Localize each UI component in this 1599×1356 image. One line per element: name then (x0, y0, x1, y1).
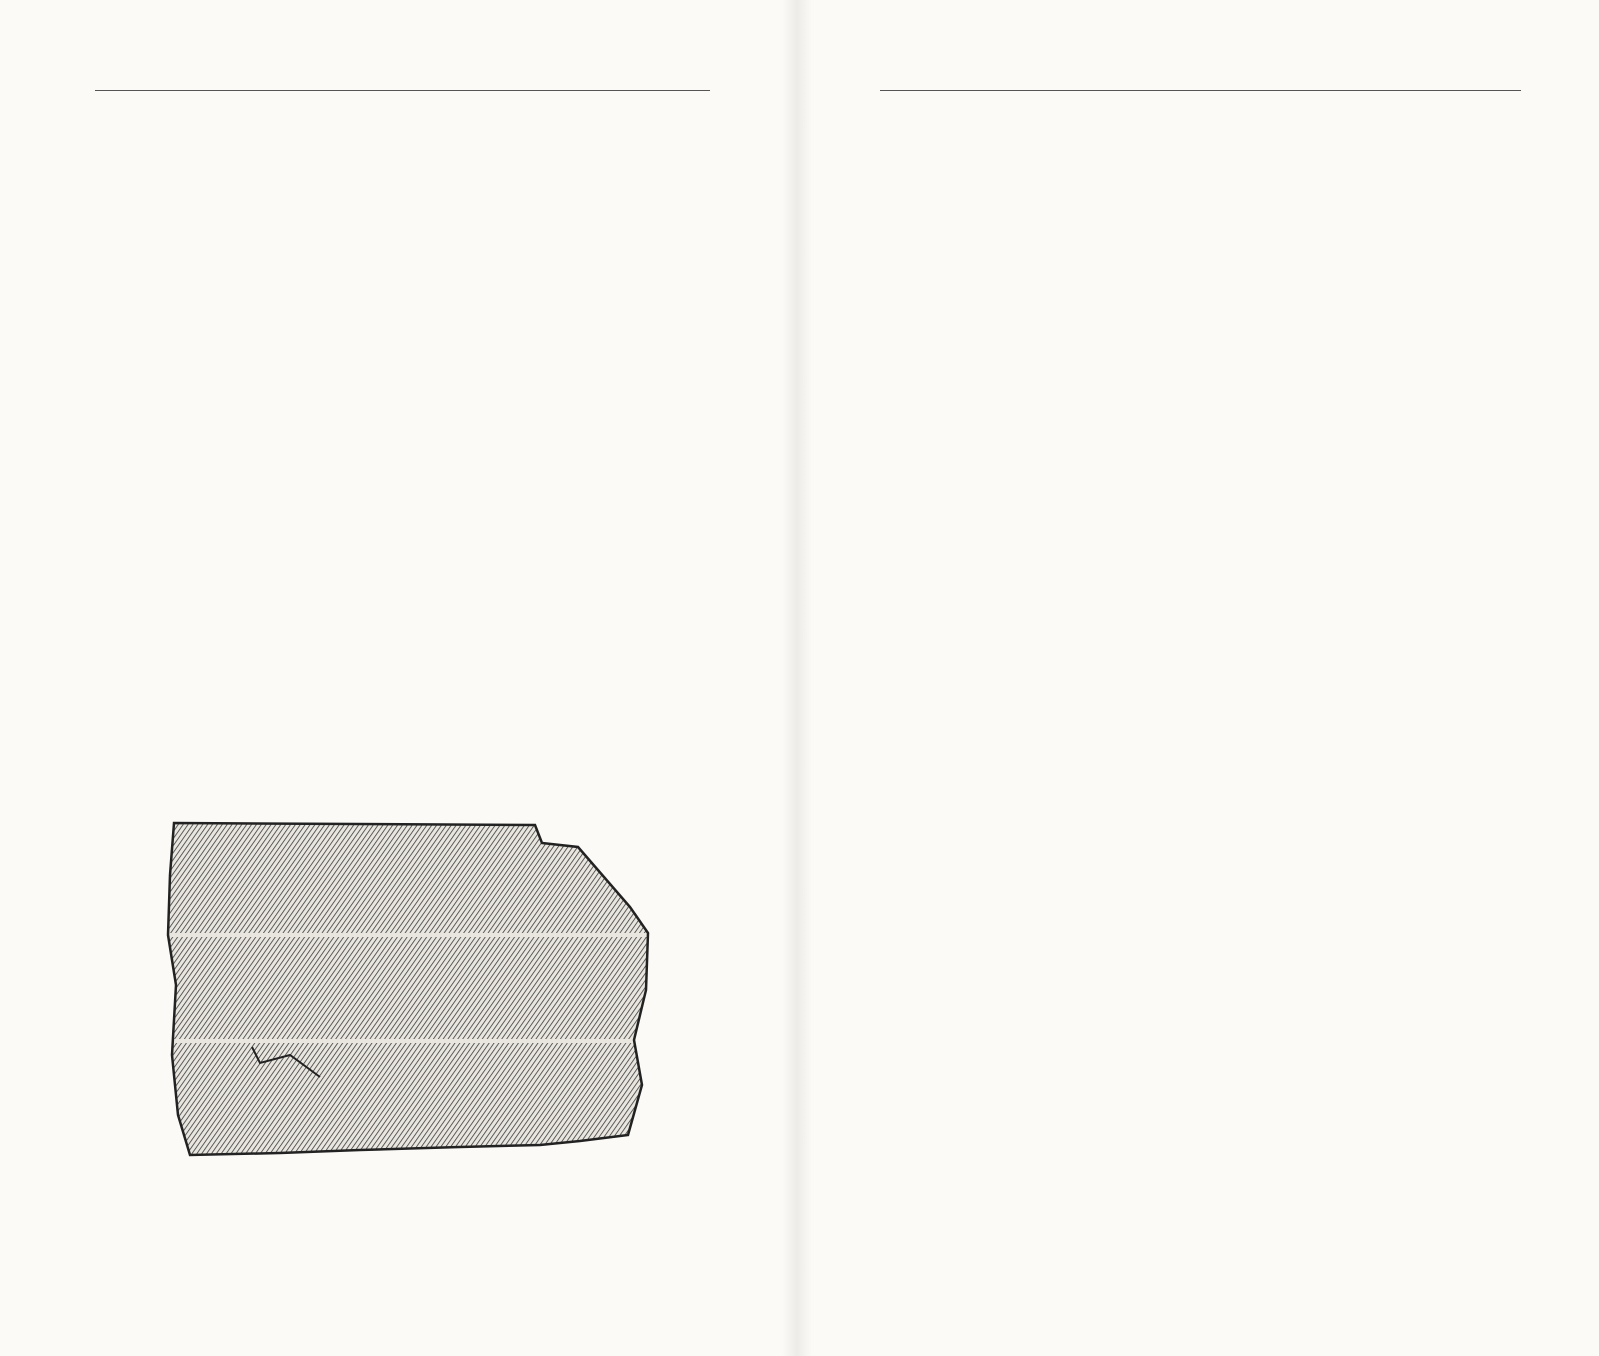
header-rule-right (880, 90, 1521, 91)
header-rule-left (95, 90, 710, 91)
dolmen-drawing-figure (160, 815, 660, 1160)
fragment-body (160, 815, 660, 1160)
left-page (0, 0, 790, 1356)
right-page (800, 0, 1599, 1356)
